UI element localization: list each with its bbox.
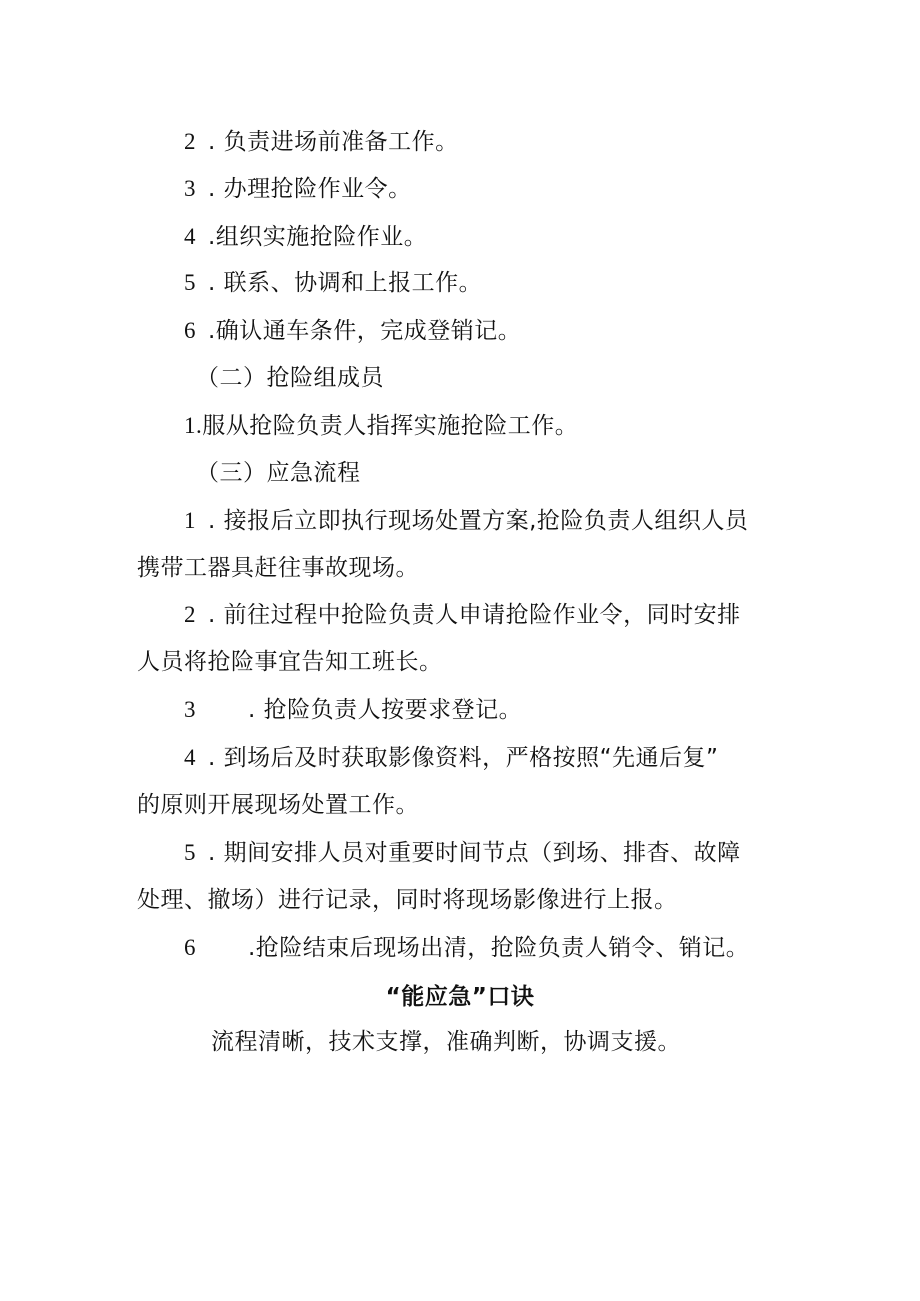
item-continuation: 人员将抢险事宜告知工班长。 — [137, 649, 443, 675]
list-item — [184, 600, 741, 630]
item-text: . 办理抢险作业令。 — [208, 176, 412, 202]
list-item — [184, 316, 521, 346]
item-text: . 期间安排人员对重要时间节点（到场、排杳、故障 — [208, 840, 741, 866]
list-item — [184, 838, 741, 868]
item-number: 4 — [184, 745, 196, 770]
item-text: 服从抢险负责人指挥实施抢险工作。 — [202, 413, 579, 439]
item-text: . 负责进场前准备工作。 — [208, 129, 459, 155]
item-number: 1 — [184, 508, 196, 533]
list-item — [184, 127, 459, 157]
item-text: .组织实施抢险作业。 — [208, 224, 428, 250]
item-number: 4 — [184, 224, 196, 249]
section-heading: （二）抢险组成员 — [196, 365, 384, 391]
item-text: . 前往过程中抢险负责人申请抢险作业令，同时安排 — [208, 602, 741, 628]
item-number: 5 — [184, 840, 196, 865]
item-text: .确认通车条件，完成登销记。 — [208, 318, 522, 344]
item-continuation: 的原则开展现场处置工作。 — [137, 792, 419, 818]
list-item — [184, 174, 412, 204]
item-text: .抢险结束后现场出清，抢险负责人销令、销记。 — [248, 935, 750, 961]
item-number: 6 — [184, 935, 196, 960]
list-item — [184, 695, 522, 725]
item-text: . 联系、协调和上报工作。 — [208, 270, 483, 296]
list-item — [184, 268, 482, 298]
list-item — [184, 933, 749, 963]
list-item — [184, 222, 427, 252]
item-number: 1. — [184, 413, 203, 438]
item-number: 3 — [184, 176, 196, 201]
list-item — [184, 506, 748, 536]
item-text: . 抢险负责人按要求登记。 — [248, 697, 523, 723]
item-text: . 到场后及时获取影像资料，严格按照“先通后复” — [208, 745, 719, 771]
mnemonic-title: “能应急”口诀 — [385, 984, 535, 1010]
section-heading: （三）应急流程 — [196, 460, 361, 486]
item-number: 6 — [184, 318, 196, 343]
item-number: 2 — [184, 602, 196, 627]
item-continuation: 携带工器具赶往事故现场。 — [137, 555, 419, 581]
list-item — [184, 743, 718, 773]
item-continuation: 处理、撤场）进行记录，同时将现场影像进行上报。 — [137, 887, 678, 913]
item-number: 2 — [184, 129, 196, 154]
mnemonic-text: 流程清晰，技术支撑，准确判断，协调支援。 — [211, 1029, 681, 1055]
item-number: 5 — [184, 270, 196, 295]
item-number: 3 — [184, 697, 196, 722]
item-text: . 接报后立即执行现场处置方案,抢险负责人组织人员 — [208, 508, 749, 534]
list-item — [184, 411, 578, 441]
